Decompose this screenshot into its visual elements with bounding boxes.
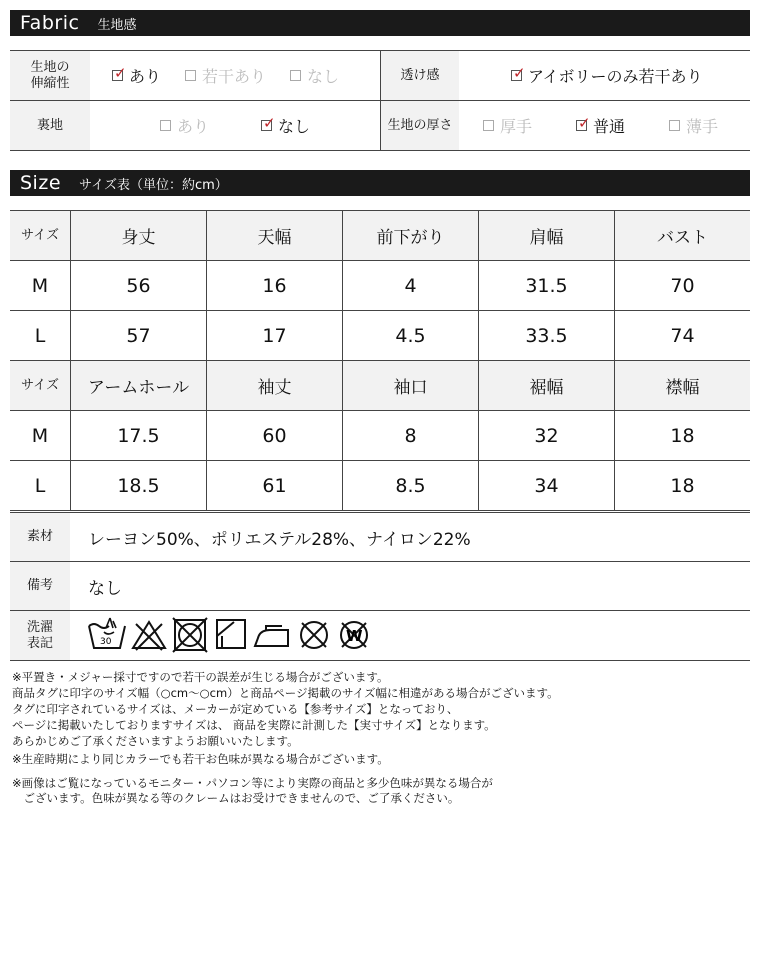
fabric-header (10, 10, 750, 36)
hand-wash-30-icon (86, 616, 128, 654)
size-cell: 33.5 (525, 324, 568, 347)
size-cell: 4.5 (395, 324, 426, 347)
stretch-options (90, 51, 380, 100)
size-cell: 56 (126, 274, 151, 297)
size-header (10, 170, 750, 196)
size-cell: 8 (404, 424, 417, 447)
transparency-options (459, 51, 750, 100)
checkbox-checked-icon: ✓ (513, 64, 526, 82)
size-cell: 18 (670, 424, 695, 447)
size-cell: 34 (534, 474, 559, 497)
lining-option-yes[interactable]: あり (160, 114, 209, 137)
note-line: 商品タグに印字のサイズ幅（○cm〜○cm）と商品ページ掲載のサイズ幅に相違がある場合がございます。 (12, 686, 559, 700)
note-line: あらかじめご了承くださいますようお願いいたします。 (12, 734, 299, 748)
size-row-label: L (34, 474, 46, 497)
note-line: ※画像はご覧になっているモニター・パソコン等により実際の商品と多少色味が異なる場合が (12, 776, 493, 790)
checkbox-checked-icon: ✓ (578, 114, 591, 132)
no-bleach-icon (130, 616, 168, 654)
note-line: ※生産時期により同じカラーでも若干お色味が異なる場合がございます。 (12, 752, 389, 766)
stretch-option-none[interactable]: なし (290, 64, 339, 87)
washing-label: 洗濯 表記 (10, 611, 70, 660)
material-value: レーヨン50%、ポリエステル28%、ナイロン22% (88, 529, 471, 550)
size-column-label: サイズ (10, 361, 70, 410)
stretch-label: 生地の 伸縮性 (10, 51, 90, 100)
size-cell: 61 (262, 474, 287, 497)
size-cell: 17 (262, 324, 287, 347)
note-line: ございます。色味が異なる等のクレームはお受けできませんので、ご了承ください。 (12, 791, 460, 805)
stretch-option-slight[interactable]: 若干あり (185, 64, 266, 87)
fabric-subtitle: 生地感 (97, 17, 137, 33)
size-row-label: L (34, 324, 46, 347)
remarks-label: 備考 (10, 562, 70, 610)
size-column-label: サイズ (10, 211, 70, 260)
size-column-header: 身丈 (71, 211, 206, 260)
lining-options (90, 101, 380, 150)
remarks-value: なし (88, 578, 122, 599)
size-title: Size (20, 172, 62, 194)
checkbox-checked-icon: ✓ (114, 64, 127, 82)
transparency-option-ivory[interactable]: ✓ アイボリーのみ若干あり (513, 64, 703, 86)
svg-text:W: W (346, 627, 363, 645)
checkbox-icon (160, 120, 171, 131)
thickness-option-thin[interactable]: 薄手 (669, 114, 718, 137)
note-line: ※平置き・メジャー採寸ですので若干の誤差が生じる場合がございます。 (12, 670, 389, 684)
size-cell: 18.5 (117, 474, 160, 497)
size-cell: 8.5 (395, 474, 426, 497)
size-cell: 4 (404, 274, 417, 297)
size-cell: 60 (262, 424, 287, 447)
size-column-header: 前下がり (343, 211, 478, 260)
thickness-label: 生地の厚さ (381, 101, 459, 150)
thickness-option-thick[interactable]: 厚手 (483, 114, 532, 137)
checkbox-icon (290, 70, 301, 81)
size-cell: 17.5 (117, 424, 160, 447)
checkbox-checked-icon: ✓ (263, 114, 276, 132)
checkbox-icon (483, 120, 494, 131)
size-cell: 32 (534, 424, 559, 447)
size-column-header: 裾幅 (479, 361, 614, 410)
line-dry-shade-icon (214, 616, 248, 654)
size-column-header: 襟幅 (615, 361, 750, 410)
size-cell: 18 (670, 474, 695, 497)
note-line: ページに掲載いたしておりますサイズは、 商品を実際に計測した【実寸サイズ】となります。 (12, 718, 496, 732)
material-label: 素材 (10, 513, 70, 561)
fabric-title: Fabric (20, 12, 80, 34)
no-dry-clean-icon (296, 616, 332, 654)
size-cell: 16 (262, 274, 287, 297)
size-column-header: 袖丈 (207, 361, 342, 410)
size-column-header: 袖口 (343, 361, 478, 410)
no-wet-clean-icon (336, 616, 372, 654)
size-cell: 74 (670, 324, 695, 347)
lining-option-no[interactable]: ✓ なし (263, 114, 311, 136)
size-row-label: M (31, 274, 49, 297)
thickness-option-normal[interactable]: ✓ 普通 (578, 114, 626, 136)
transparency-label: 透け感 (381, 51, 459, 100)
size-column-header: 肩幅 (479, 211, 614, 260)
size-column-header: 天幅 (207, 211, 342, 260)
size-row-label: M (31, 424, 49, 447)
size-subtitle: サイズ表（単位：約cm） (79, 177, 228, 193)
iron-low-icon (252, 616, 292, 654)
size-column-header: アームホール (71, 361, 206, 410)
lining-label: 裏地 (10, 101, 90, 150)
size-cell: 57 (126, 324, 151, 347)
thickness-options (459, 101, 750, 150)
checkbox-icon (669, 120, 680, 131)
size-cell: 70 (670, 274, 695, 297)
checkbox-icon (185, 70, 196, 81)
svg-text:30: 30 (100, 637, 112, 647)
stretch-option-yes[interactable]: ✓ あり (114, 64, 162, 86)
note-line: タグに印字されているサイズは、メーカーが定めている【参考サイズ】となっており、 (12, 702, 459, 716)
no-tumble-dry-icon (172, 616, 208, 654)
size-cell: 31.5 (525, 274, 568, 297)
size-column-header: バスト (615, 211, 750, 260)
